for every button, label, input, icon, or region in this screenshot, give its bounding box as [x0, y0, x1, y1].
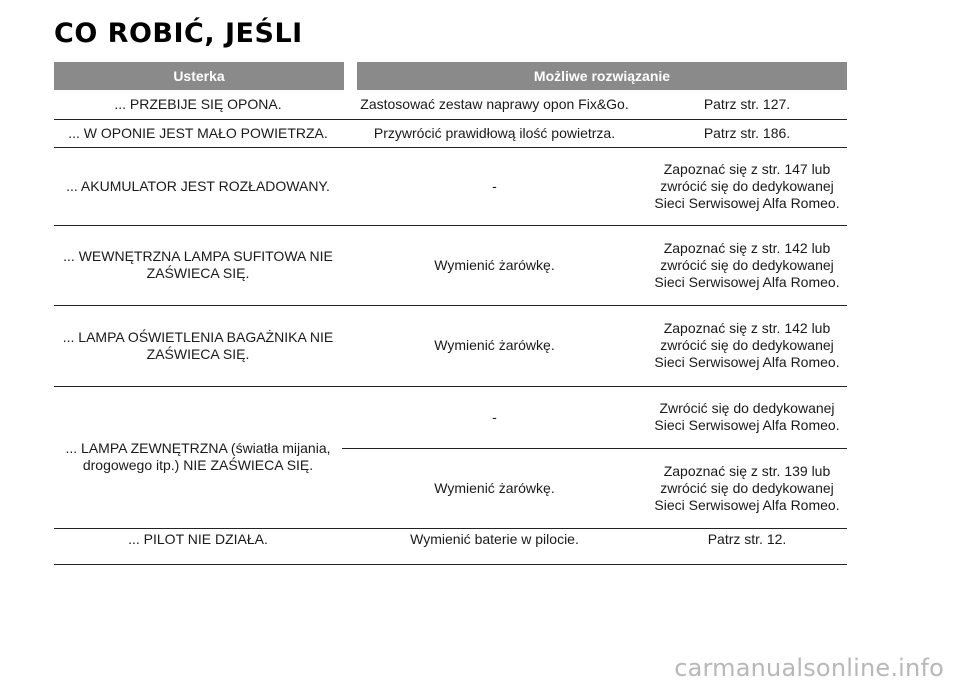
reference-cell: Zapoznać się z str. 147 lub zwrócić się do dedykowanej Sieci Serwisowej Alfa Romeo. — [654, 160, 840, 211]
table-row — [54, 386, 847, 448]
watermark: carmanualsonline.info — [674, 654, 944, 682]
reference-cell: Zwrócić się do dedykowanej Sieci Serwisowej Alfa Romeo. — [647, 386, 847, 448]
action-cell: Wymienić baterie w pilocie. — [410, 530, 579, 547]
page-title: CO ROBIĆ, JEŚLI — [54, 18, 303, 49]
fault-cell: ... AKUMULATOR JEST ROZŁADOWANY. — [66, 177, 330, 194]
action-cell: Zastosować zestaw naprawy opon Fix&Go. — [360, 96, 629, 113]
table-row — [54, 119, 847, 147]
fault-cell: ... W OPONIE JEST MAŁO POWIETRZA. — [68, 124, 328, 141]
reference-cell: Patrz str. 12. — [707, 530, 787, 547]
reference-cell: Zapoznać się z str. 142 lub zwrócić się do dedykowanej Sieci Serwisowej Alfa Romeo. — [654, 239, 840, 290]
table-row — [54, 305, 847, 386]
table-row — [54, 91, 847, 119]
action-cell: - — [342, 386, 647, 448]
reference-cell: Zapoznać się z str. 142 lub zwrócić się do dedykowanej Sieci Serwisowej Alfa Romeo. — [654, 320, 840, 370]
action-cell: - — [492, 177, 497, 194]
fault-cell: ... PRZEBIJE SIĘ OPONA. — [114, 96, 282, 113]
action-cell: Wymienić żarówkę. — [434, 337, 555, 353]
fault-cell: ... LAMPA ZEWNĘTRZNA (światła mijania, drogowego itp.) NIE ZAŚWIECA SIĘ. — [54, 386, 342, 528]
reference-cell: Zapoznać się z str. 139 lub zwrócić się do dedykowanej Sieci Serwisowej Alfa Romeo. — [654, 462, 840, 513]
action-cell: Przywrócić prawidłową ilość powietrza. — [373, 124, 616, 141]
fault-cell: ... WEWNĘTRZNA LAMPA SUFITOWA NIE ZAŚWIECA SIĘ. — [63, 248, 333, 281]
table-row — [54, 147, 847, 225]
column-header-fault: Usterka — [54, 62, 344, 90]
troubleshooting-table — [54, 91, 847, 565]
action-cell: Wymienić żarówkę. — [434, 479, 555, 496]
table-row — [54, 528, 847, 564]
reference-cell: Patrz str. 127. — [703, 96, 791, 113]
action-cell: Wymienić żarówkę. — [434, 256, 555, 273]
table-row — [54, 225, 847, 305]
fault-cell: ... LAMPA OŚWIETLENIA BAGAŻNIKA NIE ZAŚWIECA SIĘ. — [62, 328, 334, 362]
fault-cell: ... PILOT NIE DZIAŁA. — [128, 530, 268, 547]
column-header-solution: Możliwe rozwiązanie — [357, 62, 847, 90]
reference-cell: Patrz str. 186. — [703, 124, 791, 141]
